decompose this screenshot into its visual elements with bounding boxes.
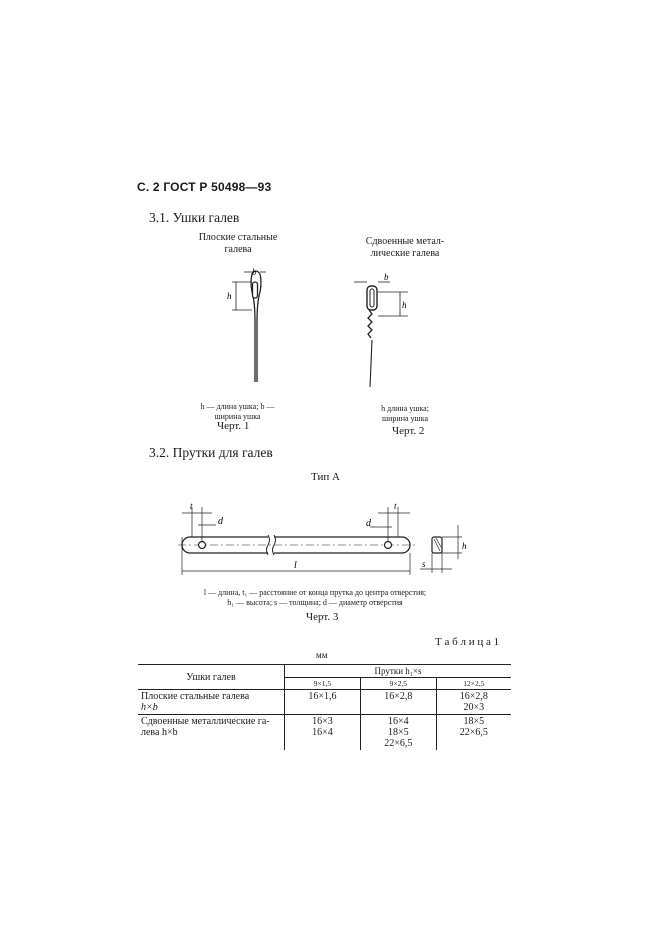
r1c1-v1: 16×1,6 xyxy=(308,691,337,702)
fig3-section-hatch-2 xyxy=(436,538,441,547)
r2c3-v2: 22×6,5 xyxy=(459,727,488,738)
fig2-legend-line1: h длина ушка; xyxy=(381,404,429,413)
table-title: Т а б л и ц а 1 xyxy=(435,636,500,648)
row1-label-line1: Плоские стальные галева xyxy=(141,691,250,702)
fig3-label-s: s xyxy=(422,559,426,569)
fig1-label-h: h xyxy=(227,291,232,301)
table-unit: мм xyxy=(316,650,328,660)
table-row-1-c3 xyxy=(436,690,511,715)
table-subheader-1: 9×1,5 xyxy=(285,678,361,690)
fig3-hole-right xyxy=(385,542,392,549)
fig1-caption xyxy=(183,232,293,256)
fig1-chert: Черт. 1 xyxy=(217,420,250,432)
fig1-caption-line2: галева xyxy=(224,244,252,255)
row1-label-line2: h×b xyxy=(141,702,158,713)
r2c2-v2: 18×5 xyxy=(387,727,409,738)
r2c2-v1: 16×4 xyxy=(387,716,409,727)
fig3-label-t1-right: t xyxy=(394,501,397,511)
fig2-eye-outer xyxy=(367,286,377,310)
fig2-legend-line2: ширина ушка xyxy=(381,414,429,423)
fig1-label-b: b xyxy=(252,267,257,277)
table-row-1-c1 xyxy=(285,690,361,715)
fig2-double-heddle-drawing xyxy=(350,272,420,387)
fig3-legend-line2: h₁ — высота; s — толщина; d — диаметр отверстия xyxy=(227,598,403,607)
fig3-rod-drawing xyxy=(170,495,490,580)
r2c1-v2: 16×4 xyxy=(312,727,333,738)
table-row-1-c2 xyxy=(360,690,436,715)
r1c3-v1: 16×2,8 xyxy=(459,691,488,702)
fig2-eye-inner xyxy=(370,289,374,307)
section-2-title: 3.2. Прутки для галев xyxy=(149,445,273,460)
table-row-2-c1 xyxy=(285,715,361,751)
page-header: С. 2 ГОСТ Р 50498—93 xyxy=(137,180,272,194)
fig3-type-label: Тип А xyxy=(311,471,340,483)
r1c3-v2: 20×3 xyxy=(463,702,485,713)
table-row-2-c3 xyxy=(436,715,511,751)
table-row-2-label xyxy=(138,715,285,751)
table-header-group: Прутки h₁×s xyxy=(285,665,512,678)
fig2-legend xyxy=(365,404,445,424)
fig3-label-t1-left: t xyxy=(190,501,193,511)
row2-label-line2: лева h×b xyxy=(141,727,178,738)
r2c2-v3: 22×6,5 xyxy=(384,738,413,749)
fig3-section-hatch-1 xyxy=(434,539,440,551)
table-row-2-c2 xyxy=(360,715,436,751)
table-row xyxy=(138,715,511,751)
fig3-legend-line1: l — длина, t₁ — расстояние от конца прутка до центра отверстия; xyxy=(203,588,427,597)
fig3-legend xyxy=(165,588,465,608)
fig2-twist xyxy=(368,310,372,338)
table-subheader-3: 12×2,5 xyxy=(436,678,511,690)
fig1-legend: h — длина ушка; b — ширина ушка xyxy=(200,402,275,421)
fig3-label-l: l xyxy=(294,560,297,571)
table-row xyxy=(138,690,511,715)
fig3-hole-left xyxy=(199,542,206,549)
fig1-flat-heddle-drawing xyxy=(222,262,272,382)
fig2-caption-line2: лические галева xyxy=(370,248,440,259)
fig2-caption xyxy=(350,236,460,260)
fig2-chert: Черт. 2 xyxy=(392,425,425,437)
r1c2-v1: 16×2,8 xyxy=(384,691,413,702)
r2c3-v1: 18×5 xyxy=(463,716,485,727)
fig2-label-b: b xyxy=(384,272,389,282)
table-header-left: Ушки галев xyxy=(138,665,285,690)
fig3-label-d-right: d xyxy=(366,518,371,529)
fig2-wire xyxy=(370,340,372,387)
table-row-1-label xyxy=(138,690,285,715)
fig1-eye xyxy=(253,282,258,298)
row2-label-line1: Сдвоенные металлические га- xyxy=(141,716,270,727)
table-1 xyxy=(138,664,511,750)
fig3-label-d-left: d xyxy=(218,516,223,527)
fig3-label-h1: h xyxy=(462,541,467,551)
section-1-title: 3.1. Ушки галев xyxy=(149,210,240,225)
fig2-caption-line1: Сдвоенные метал- xyxy=(365,236,445,247)
table-subheader-2: 9×2,5 xyxy=(360,678,436,690)
fig2-label-h: h xyxy=(402,300,407,310)
fig3-chert: Черт. 3 xyxy=(306,611,339,623)
fig1-caption-line1: Плоские стальные xyxy=(198,232,278,243)
r2c1-v1: 16×3 xyxy=(312,716,333,727)
